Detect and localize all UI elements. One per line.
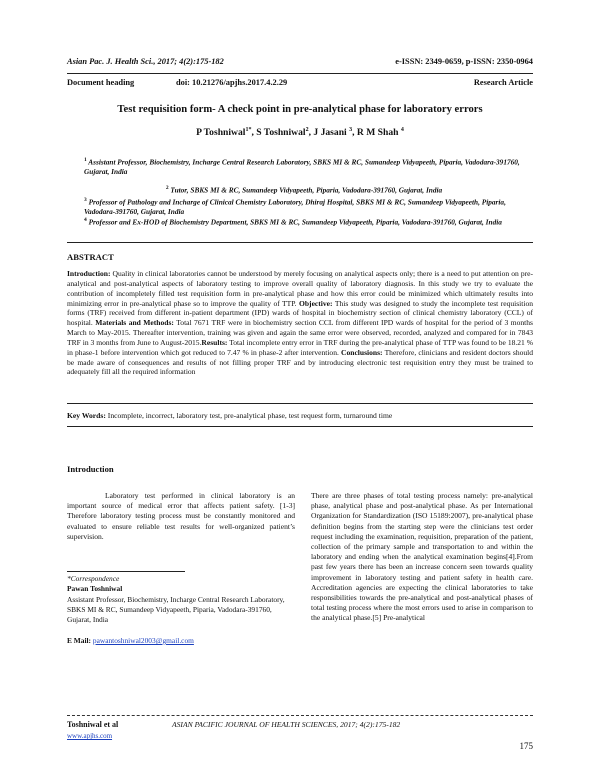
author-3: J Jasani $^3$, xyxy=(313,127,357,139)
abstract-heading: ABSTRACT xyxy=(67,252,114,262)
abstract-methods-label: Materials and Methods: xyxy=(95,318,174,328)
abstract-results-label: Results: xyxy=(201,337,228,347)
keywords-top-rule xyxy=(67,403,533,404)
document-heading-label: Document heading xyxy=(67,78,135,87)
email-link[interactable]: pawantoshniwal2003@gmail.com xyxy=(92,636,194,645)
abstract-intro-text: Quality in clinical laboratories cannot be understood by merely focusing on analytical aspects only; there is a need to put attention on pre-analytical and post-analytical aspects of laboratory testing to improve overall quality of laboratory diagnosis. In this study we try to evaluate the contribution of incompletely filled test requisition form in pre-analytical phase and how this error could be minimized which ultimately results into minimizing error in pre-analytical phase so to improve the quality of TTP. xyxy=(67,269,533,308)
affiliation-1: $^1$ Assistant Professor, Biochemistry, Incharge Central Research Laboratory, SBKS MI & RC, Sumandeep Vidyapeeth, Piparia, Vadodara-391760, Gujarat, India xyxy=(84,157,520,176)
page-number: 175 xyxy=(519,741,533,751)
abstract-intro-label: Introduction: xyxy=(67,269,111,278)
author-4: R M Shah $^4$ xyxy=(356,127,404,139)
introduction-left-paragraph: Laboratory test performed in clinical laboratory is an important source of medical error that affects patient safety. [1-3] Therefore laboratory testing process must be constantly monitored and evaluated to ensure reliable test results for well-organized patient’s supervision. xyxy=(67,491,295,541)
abstract-top-rule xyxy=(67,242,533,243)
affiliation-4: $^4$ Professor and Ex-HOD of Biochemistry Department, SBKS MI & RC, Sumandeep Vidyapeeth, Piparia, Vadodara-391760, Gujarat, India xyxy=(84,217,502,227)
email-label: E Mail: xyxy=(67,636,93,645)
header-rule xyxy=(67,73,533,74)
footer-author: Toshniwal et al xyxy=(67,720,119,729)
correspondence-address: Assistant Professor, Biochemistry, Incharge Central Research Laboratory, SBKS MI & RC, Sumandeep Vidyapeeth, Piparia, Vadodara-391760, Gujarat, India xyxy=(67,595,285,625)
correspondence-name: Pawan Toshniwal xyxy=(67,584,123,593)
abstract-methods-text: Total 7671 TRF were in biochemistry section CCL from different IPD wards of hospital for the period of 3 months March to May-2015. Thereafter intervention, training was given and again the same error were observed, recorded, analyzed and compared for in 7843 TRF in 3 months from June to August-2015. xyxy=(67,318,533,347)
affiliation-3: $^3$ Professor of Pathology and Incharge of Clinical Chemistry Laboratory, Dhiraj Hospital, SBKS MI & RC, Sumandeep Vidyapeeth, Piparia, Vadodara-391760, Gujarat, India xyxy=(84,197,506,216)
author-2: S Toshniwal$^2$, xyxy=(256,127,314,139)
issn: e-ISSN: 2349-0659, p-ISSN: 2350-0964 xyxy=(395,57,533,66)
footer-journal: ASIAN PACIFIC JOURNAL OF HEALTH SCIENCES, 2017; 4(2):175-182 xyxy=(172,720,401,729)
keywords xyxy=(67,411,533,420)
correspondence-rule xyxy=(67,571,185,572)
abstract-body xyxy=(67,269,533,377)
correspondence-label: *Correspondence xyxy=(67,574,120,583)
footer-website-link[interactable]: www.apjhs.com xyxy=(67,732,113,740)
correspondence-email-line xyxy=(67,636,295,646)
author-list xyxy=(67,127,533,138)
article-type: Research Article xyxy=(473,78,533,87)
journal-reference: Asian Pac. J. Health Sci., 2017; 4(2):175-182 xyxy=(67,57,224,66)
abstract-results-text: Total incomplete entry error in TRF during the pre-analytical phase of TTP was found to be 18.21 % in phase-1 before intervention which got reduced to 7.47 % in phase-2 after intervention. xyxy=(67,337,534,357)
abstract-objective-text: This study was designed to study the incomplete test requisition forms (TRF) received from different in-patient department (IPD) wards of hospital in biochemistry section of clinical chemistry laboratory (CCL) of hospital. xyxy=(67,298,533,328)
introduction-right-paragraph: There are three phases of total testing process namely: pre-analytical phase, analytical phase and post-analytical phase. As per International Organization for Standardization (ISO 15189:2007), pre-analytical phase definition begins from the starting step were the clinicians test order request including the examination, requisition, preparation of the patient, collection of the primary sample and transportation to and within the laboratory and ending when the analytical examination begins[4].From past few years there has been an increase concern seen towards quality improvement in laboratory testing and patient safety in health care. Accreditation agencies are expecting the clinical laboratories to take responsibilities towards the pre-analytical and post-analytical phases of total testing process where the most errors used to arise in comparison to the analytical phase.[5] Pre-analytical xyxy=(311,491,533,623)
keywords-text: Incomplete, incorrect, laboratory test, pre-analytical phase, test request form, turnaround time xyxy=(105,411,393,420)
affiliation-2: $^2$ Tutor, SBKS MI & RC, Sumandeep Vidyapeeth, Piparia, Vadodara-391760, Gujarat, India xyxy=(165,185,443,195)
introduction-heading: Introduction xyxy=(67,464,114,474)
doi: doi: 10.21276/apjhs.2017.4.2.29 xyxy=(176,78,288,87)
abstract-conclusions-text: Therefore, clinicians and resident doctors should be made aware of consequences and results of not filling proper TRF and by introducing electronic test requisition entry they must be trained to adequately fill all the required information xyxy=(67,347,534,377)
abstract-conclusions-label: Conclusions: xyxy=(341,347,383,357)
author-1: P Toshniwal$^{1*}$, xyxy=(196,127,257,139)
abstract-objective-label: Objective: xyxy=(298,298,333,308)
paper-title: Test requisition form- A check point in pre-analytical phase for laboratory errors xyxy=(117,104,483,115)
keywords-label: Key Words: xyxy=(67,411,106,420)
keywords-bottom-rule xyxy=(67,426,533,427)
footer-rule xyxy=(67,715,533,716)
